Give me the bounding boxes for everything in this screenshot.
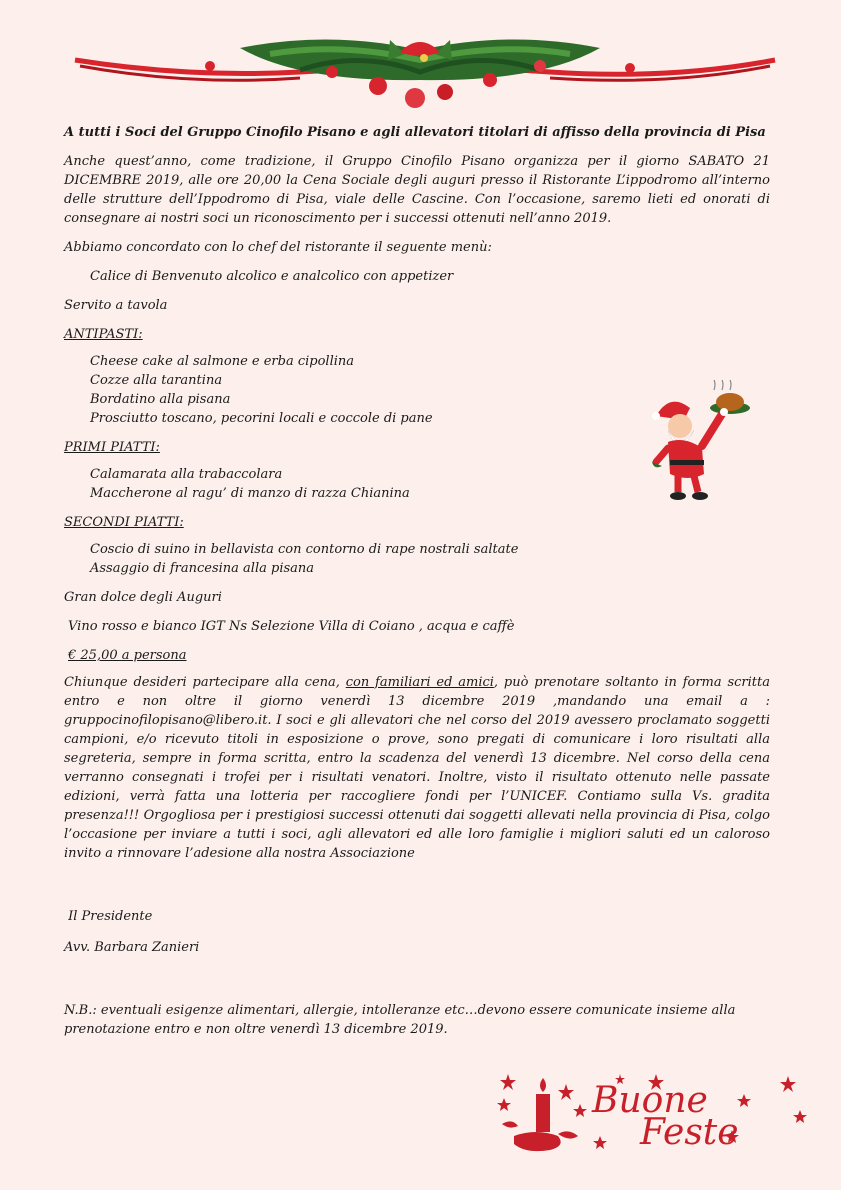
welcome-drink: Calice di Benvenuto alcolico e analcolico con appetizer — [90, 269, 454, 284]
signature-name: Avv. Barbara Zanieri — [64, 940, 200, 955]
buone-feste-greeting — [496, 1070, 814, 1158]
section-secondi-title: SECONDI PIATTI: — [64, 515, 184, 530]
menu-item: Assaggio di francesina alla pisana — [90, 561, 315, 576]
body-text-part1: Chiunque desideri partecipare alla cena, — [64, 675, 346, 690]
section-primi-title: PRIMI PIATTI: — [64, 440, 160, 455]
served-note: Servito a tavola — [64, 298, 168, 313]
wine-line: Vino rosso e bianco IGT Ns Selezione Villa di Coiano , acqua e caffè — [68, 619, 515, 634]
greeting-line2: Feste — [640, 1112, 739, 1153]
body-text-part2: , può prenotare soltanto in forma scritta entro e non oltre il giorno venerdì 13 dicembre 2019 ,mandando una email a : gruppocinofilopisano@libero.it. I soci e gli allevatori che nel corso del 2019 avessero proclamato soggetti campioni, e/o ricevuto titoli in esposizione o prove, sono pregati di comunicare i loro risultati alla segreteria, sempre in forma scritta, entro la scadenza del venerdì 13 dicembre. Nel corso della cena verranno consegnati i trofei per i risultati venatori. Inoltre, visto il risultato ottenuto nelle passate edizioni, verrà fatta una lotteria per raccogliere fondi per l’UNICEF. Contiamo sulla Vs. gradita presenza!!! Orgogliosa per i prestigiosi successi ottenuti dai soggetti allevati nella provincia di Pisa, colgo l’occasione per inviare a tutti i soci, agli allevatori ed alle loro famiglie i migliori saluti ed un caloroso invito a rinnovare l’adesione alla nostra Associazione — [64, 675, 770, 861]
section-antipasti-title: ANTIPASTI: — [64, 327, 143, 342]
menu-item: Coscio di suino in bellavista con contorno di rape nostrali saltate — [90, 542, 519, 557]
dessert-line: Gran dolce degli Auguri — [64, 590, 222, 605]
greeting-line1: Buone — [592, 1080, 708, 1121]
menu-intro: Abbiamo concordato con lo chef del ristorante il seguente menù: — [64, 240, 492, 255]
signature-role: Il Presidente — [64, 909, 153, 924]
menu-item: Prosciutto toscano, pecorini locali e coccole di pane — [90, 411, 433, 426]
menu-item: Cozze alla tarantina — [90, 373, 223, 388]
price-line: € 25,00 a persona — [68, 648, 187, 663]
intro-paragraph: Anche quest’anno, come tradizione, il Gruppo Cinofilo Pisano organizza per il giorno SABATO 21 DICEMBRE 2019, alle ore 20,00 la Cena Sociale degli auguri presso il Ristorante L’ippodromo all’interno delle strutture dell’Ippodromo di Pisa, viale delle Cascine. Con l’occasione, saremo lieti ed onorati di consegnare ai nostri soci un riconoscimento per i successi ottenuti nell’anno 2019. — [64, 154, 770, 226]
letter-content — [64, 124, 770, 1049]
letter-heading: A tutti i Soci del Gruppo Cinofilo Pisano e agli allevatori titolari di affisso della provincia di Pisa — [64, 125, 766, 140]
menu-item: Cheese cake al salmone e erba cipollina — [90, 354, 355, 369]
menu-item: Calamarata alla trabaccolara — [90, 467, 283, 482]
body-underlined-text: con familiari ed amici — [345, 675, 494, 690]
santa-icon — [648, 378, 754, 502]
christmas-garland-icon — [70, 20, 780, 120]
menu-item: Bordatino alla pisana — [90, 392, 231, 407]
menu-item: Maccherone al ragu’ di manzo di razza Chianina — [90, 486, 410, 501]
body-paragraph — [64, 673, 770, 863]
footnote: N.B.: eventuali esigenze alimentari, allergie, intolleranze etc…devono essere comunicate insieme alla prenotazione entro e non oltre venerdì 13 dicembre 2019. — [64, 1003, 736, 1037]
